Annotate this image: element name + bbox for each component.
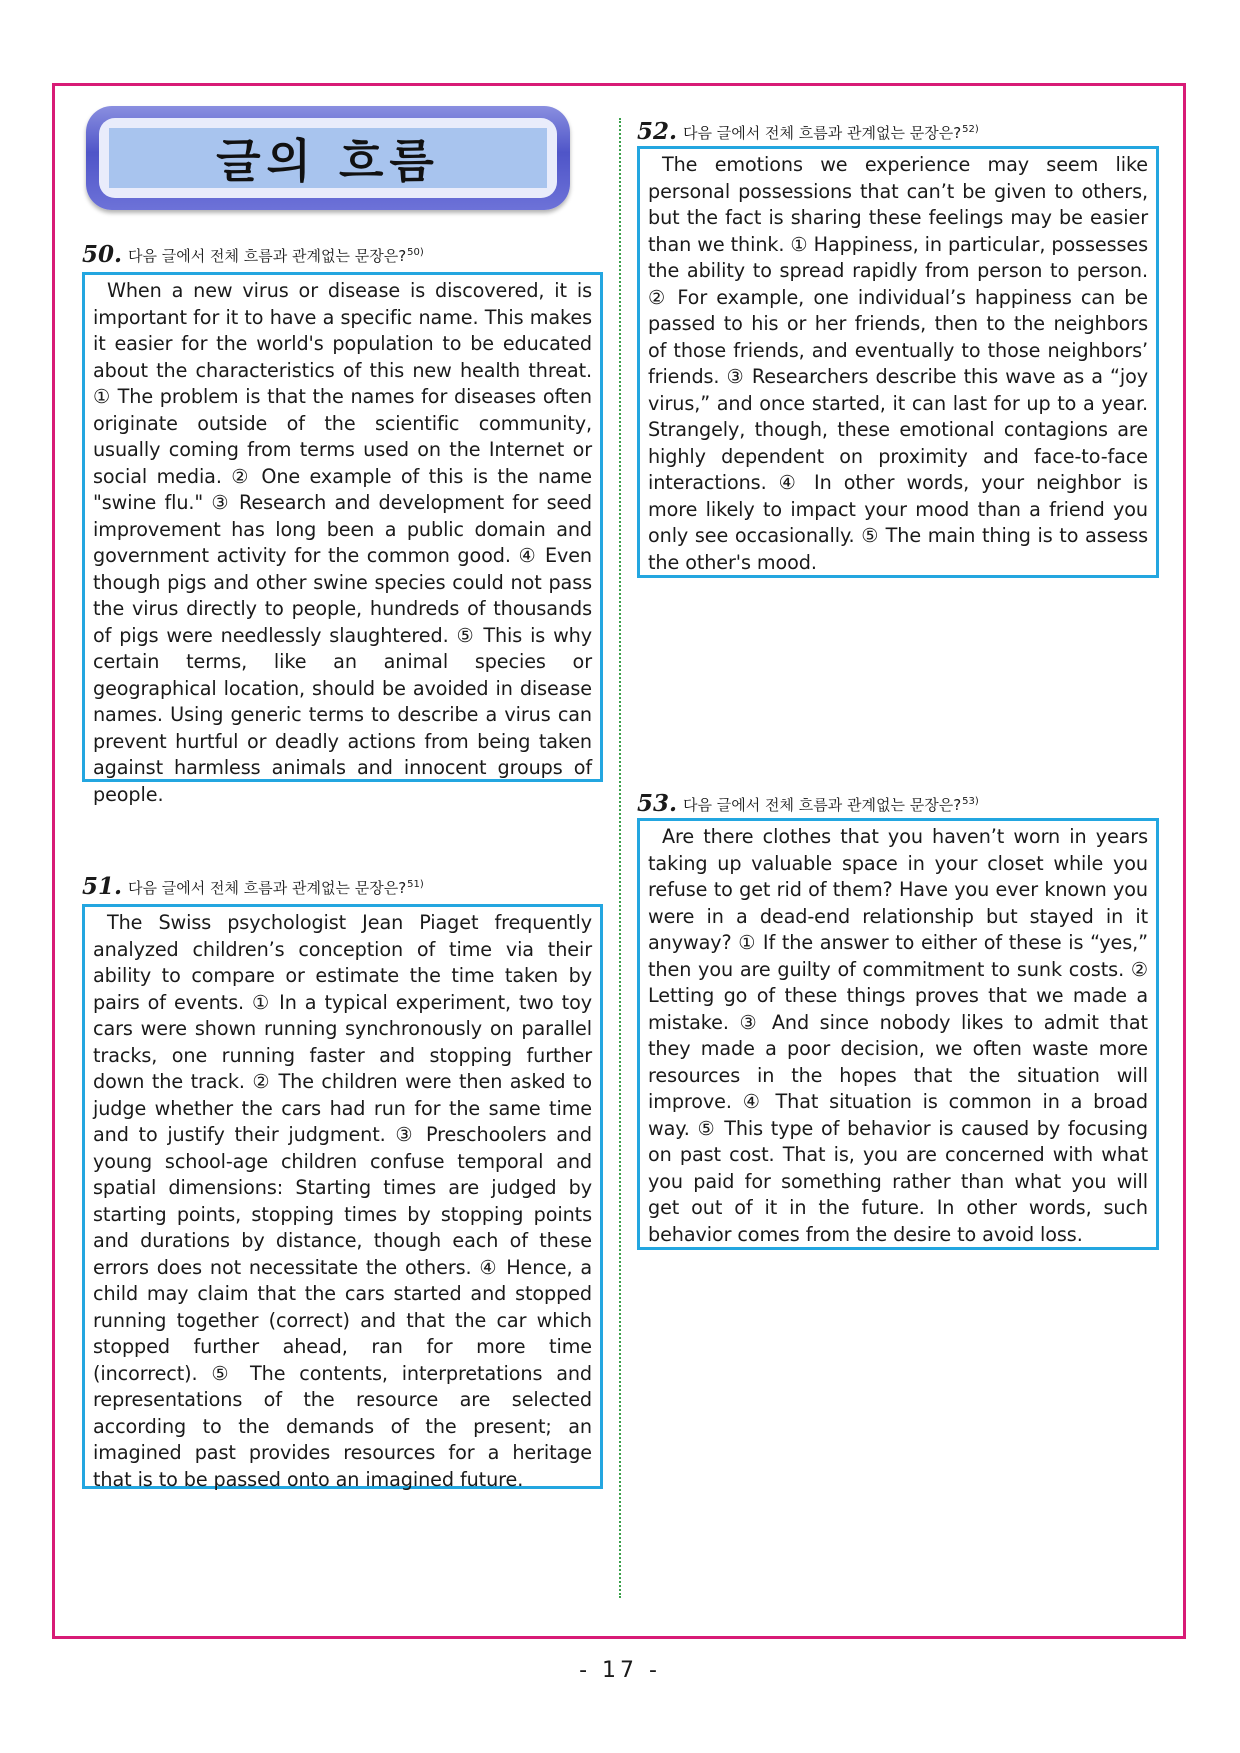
- question-53-heading: [637, 787, 979, 817]
- question-51-heading: [82, 870, 424, 900]
- question-number: 50.: [82, 241, 123, 268]
- section-title-banner: [86, 106, 570, 210]
- column-divider: [619, 118, 621, 1598]
- question-52-heading: [637, 115, 979, 145]
- footnote-ref: 53): [962, 796, 979, 807]
- question-number: 52.: [637, 118, 678, 145]
- question-50-heading: [82, 238, 424, 268]
- page-number: - 17 -: [579, 1658, 661, 1683]
- question-prompt: 다음 글에서 전체 흐름과 관계없는 문장은?: [683, 124, 962, 142]
- footnote-ref: 52): [962, 124, 979, 135]
- question-51-passage: The Swiss psychologist Jean Piaget frequently analyzed children’s conception of time via their ability to compare or estimate the time taken by pairs of events. ① In a typical experiment, two toy cars were shown running synchronously on parallel tracks, one running faster and stopping further down the track. ② The children were then asked to judge whether the cars had run for the same time and to justify their judgment. ③ Preschoolers and young school-age children confuse temporal and spatial dimensions: Starting times are judged by starting points, stopping times by stopping points and durations by distance, though each of these errors does not necessitate the others. ④ Hence, a child may claim that the cars started and stopped running together (correct) and that the car which stopped further ahead, ran for more time (incorrect). ⑤ The contents, interpretations and representations of the resource are selected according to the demands of the present; an imagined past provides resources for a heritage that is to be passed onto an imagined future.: [82, 904, 603, 1489]
- question-50-passage: When a new virus or disease is discovered, it is important for it to have a specific name. This makes it easier for the world's population to be educated about the characteristics of this new health threat. ① The problem is that the names for diseases often originate outside of the scientific community, usually coming from terms used on the Internet or social media. ② One example of this is the name "swine flu." ③ Research and development for seed improvement has long been a public domain and government activity for the common good. ④ Even though pigs and other swine species could not pass the virus directly to people, hundreds of thousands of pigs were needlessly slaughtered. ⑤ This is why certain terms, like an animal species or geographical location, should be avoided in disease names. Using generic terms to describe a virus can prevent hurtful or deadly actions from being taken against harmless animals and innocent groups of people.: [82, 272, 603, 782]
- question-prompt: 다음 글에서 전체 흐름과 관계없는 문장은?: [683, 796, 962, 814]
- question-53-passage: Are there clothes that you haven’t worn in years taking up valuable space in your closet while you refuse to get rid of them? Have you ever known you were in a dead-end relationship but stayed in it anyway? ① If the answer to either of these is “yes,” then you are guilty of commitment to sunk costs. ② Letting go of these things proves that we made a mistake. ③ And since nobody likes to admit that they made a poor decision, we often waste more resources in the hopes that the situation will improve. ④ That situation is common in a broad way. ⑤ This type of behavior is caused by focusing on past cost. That is, you are concerned with what you paid for something rather than what you will get out of it in the future. In other words, such behavior comes from the desire to avoid loss.: [637, 818, 1159, 1250]
- question-prompt: 다음 글에서 전체 흐름과 관계없는 문장은?: [128, 247, 407, 265]
- section-title: 글의 흐름: [216, 134, 440, 188]
- question-52-passage: The emotions we experience may seem like personal possessions that can’t be given to others, but the fact is sharing these feelings may be easier than we think. ① Happiness, in particular, possesses the ability to spread rapidly from person to person. ② For example, one individual’s happiness can be passed to his or her friends, then to the neighbors of those friends, and eventually to those neighbors’ friends. ③ Researchers describe this wave as a “joy virus,” and once started, it can last for up to a year. Strangely, though, these emotional contagions are highly dependent on proximity and face-to-face interactions. ④ In other words, your neighbor is more likely to impact your mood than a friend you only see occasionally. ⑤ The main thing is to assess the other's mood.: [637, 146, 1159, 578]
- question-prompt: 다음 글에서 전체 흐름과 관계없는 문장은?: [128, 879, 407, 897]
- question-number: 51.: [82, 873, 123, 900]
- question-number: 53.: [637, 790, 678, 817]
- footnote-ref: 51): [407, 879, 424, 890]
- footnote-ref: 50): [407, 247, 424, 258]
